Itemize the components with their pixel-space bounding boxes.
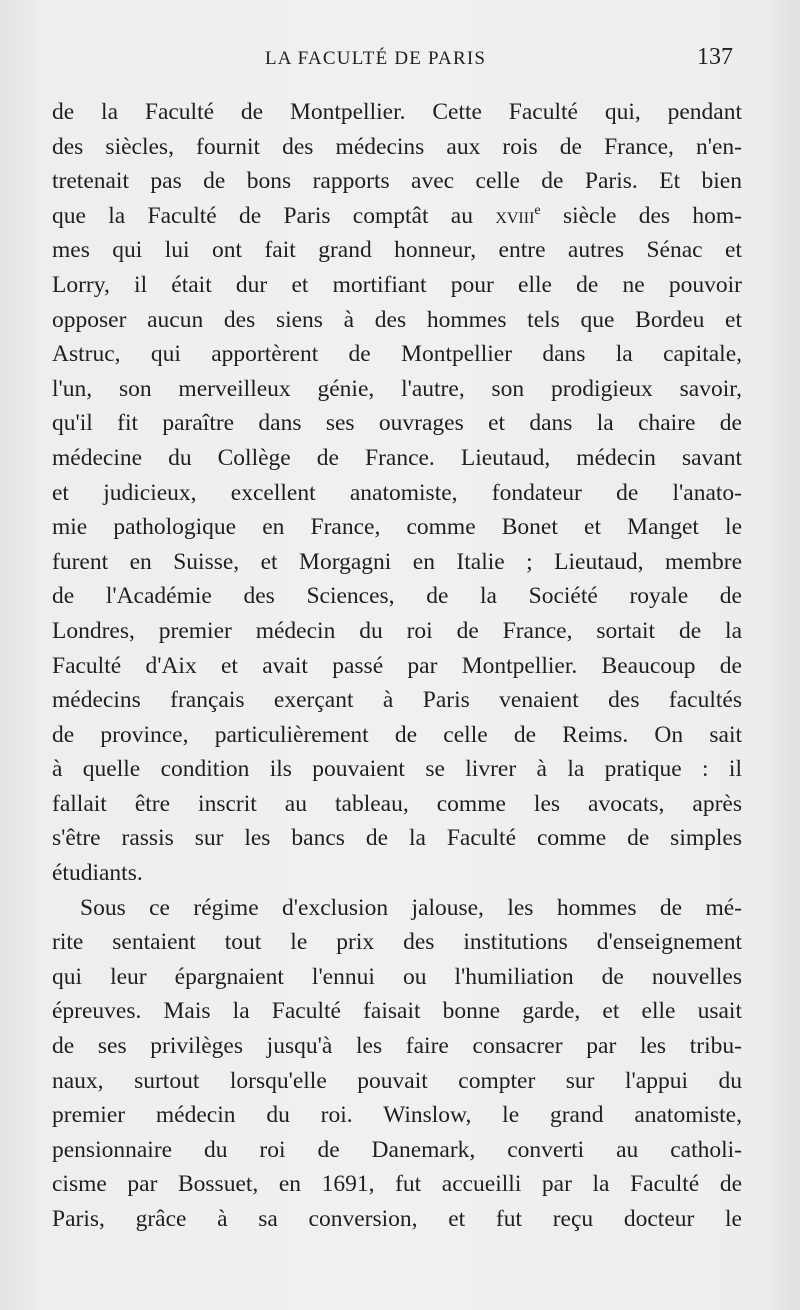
text-line: Faculté d'Aix et avait passé par Montpellier. Beaucoup de bbox=[52, 652, 742, 679]
text-line: l'un, son merveilleux génie, l'autre, son prodigieux savoir, bbox=[52, 375, 742, 402]
page-number: 137 bbox=[697, 44, 733, 70]
text-line: épreuves. Mais la Faculté faisait bonne garde, et elle usait bbox=[52, 998, 742, 1025]
text-line: fallait être inscrit au tableau, comme les avocats, après bbox=[52, 790, 742, 817]
text-line: Sous ce régime d'exclusion jalouse, les hommes de mé- bbox=[80, 894, 742, 921]
text-line: médecins français exerçant à Paris venaient des facultés bbox=[52, 687, 742, 714]
text-line: Lorry, il était dur et mortifiant pour elle de ne pouvoir bbox=[52, 271, 742, 298]
text-line: à quelle condition ils pouvaient se livrer à la pratique : il bbox=[52, 756, 742, 783]
text-line: des siècles, fournit des médecins aux rois de France, n'en- bbox=[52, 133, 742, 160]
text-line: de la Faculté de Montpellier. Cette Faculté qui, pendant bbox=[52, 99, 742, 125]
text-line: qu'il fit paraître dans ses ouvrages et dans la chaire de bbox=[52, 410, 742, 437]
text-line: tretenait pas de bons rapports avec celle de Paris. Et bien bbox=[52, 168, 742, 195]
text-line: naux, surtout lorsqu'elle pouvait compter sur l'appui du bbox=[52, 1067, 742, 1094]
text-line: mie pathologique en France, comme Bonet et Manget le bbox=[52, 514, 742, 541]
text-line: médecine du Collège de France. Lieutaud, médecin savant bbox=[52, 444, 742, 471]
text-line: de l'Académie des Sciences, de la Société royale de bbox=[52, 583, 742, 610]
running-title: LA FACULTÉ DE PARIS bbox=[265, 48, 487, 69]
text-line: étudiants. bbox=[52, 860, 143, 887]
text-line: Astruc, qui apportèrent de Montpellier dans la capitale, bbox=[52, 341, 742, 368]
text-line: Paris, grâce à sa conversion, et fut reçu docteur le bbox=[52, 1206, 742, 1232]
text-line: de province, particulièrement de celle de Reims. On sait bbox=[52, 721, 742, 748]
body-text bbox=[52, 95, 742, 1237]
text-line: s'être rassis sur les bancs de la Faculté comme de simples bbox=[52, 825, 742, 852]
text-line: rite sentaient tout le prix des institutions d'enseignement bbox=[52, 929, 742, 956]
text-line: pensionnaire du roi de Danemark, converti au catholi- bbox=[52, 1136, 742, 1163]
text-line: furent en Suisse, et Morgagni en Italie ; Lieutaud, membre bbox=[52, 548, 742, 575]
text-line: opposer aucun des siens à des hommes tels que Bordeu et bbox=[52, 306, 742, 333]
text-line: et judicieux, excellent anatomiste, fondateur de l'anato- bbox=[52, 479, 742, 506]
text-line: de ses privilèges jusqu'à les faire consacrer par les tribu- bbox=[52, 1033, 742, 1060]
text-line: mes qui lui ont fait grand honneur, entre autres Sénac et bbox=[52, 237, 742, 264]
text-line: que la Faculté de Paris comptât au xviii$^e$ siècle des hom- bbox=[52, 202, 742, 229]
text-line: cisme par Bossuet, en 1691, fut accueilli par la Faculté de bbox=[52, 1171, 742, 1198]
text-line: qui leur épargnaient l'ennui ou l'humiliation de nouvelles bbox=[52, 963, 742, 990]
text-line: Londres, premier médecin du roi de France, sortait de la bbox=[52, 617, 742, 644]
text-line: premier médecin du roi. Winslow, le grand anatomiste, bbox=[52, 1102, 742, 1129]
page-header bbox=[0, 44, 800, 76]
